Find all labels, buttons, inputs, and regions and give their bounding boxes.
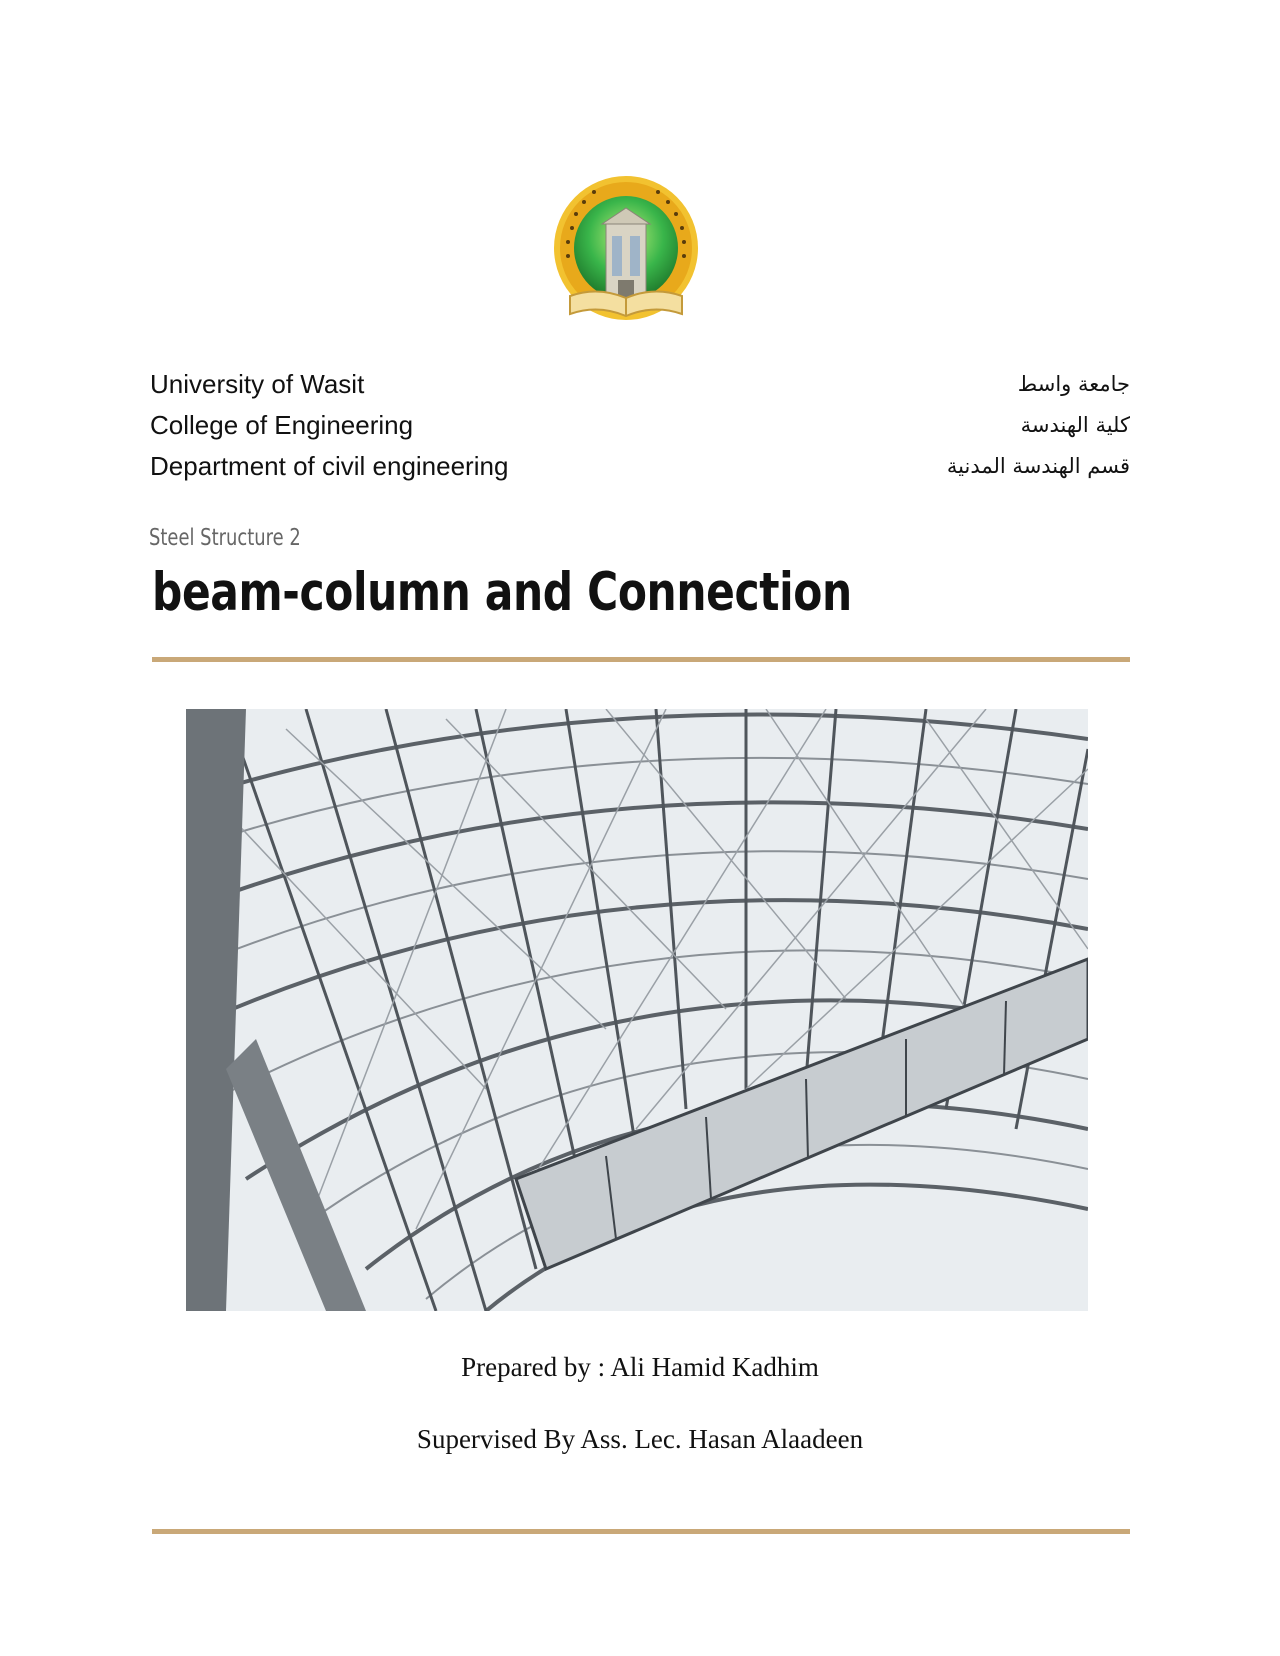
institution-arabic — [947, 364, 1130, 487]
document-title: beam-column and Connection — [152, 562, 852, 623]
department-name: Department of civil engineering — [150, 451, 509, 481]
bottom-divider — [152, 1529, 1130, 1534]
supervised-by: Supervised By Ass. Lec. Hasan Alaadeen — [416, 1424, 864, 1454]
department-name-arabic: قسم الهندسة المدنية — [946, 454, 1130, 478]
prepared-by: Prepared by : Ali Hamid Kadhim — [461, 1352, 819, 1382]
steel-space-frame-roof-photo — [186, 709, 1088, 1311]
course-name: Steel Structure 2 — [149, 525, 301, 551]
institution-english — [150, 364, 508, 487]
wasit-university-seal-icon — [548, 174, 704, 334]
college-name-arabic: كلية الهندسة — [1020, 413, 1130, 437]
university-name: University of Wasit — [150, 369, 365, 399]
university-name-arabic: جامعة واسط — [1017, 372, 1130, 396]
top-divider — [152, 657, 1130, 662]
college-name: College of Engineering — [150, 410, 414, 440]
